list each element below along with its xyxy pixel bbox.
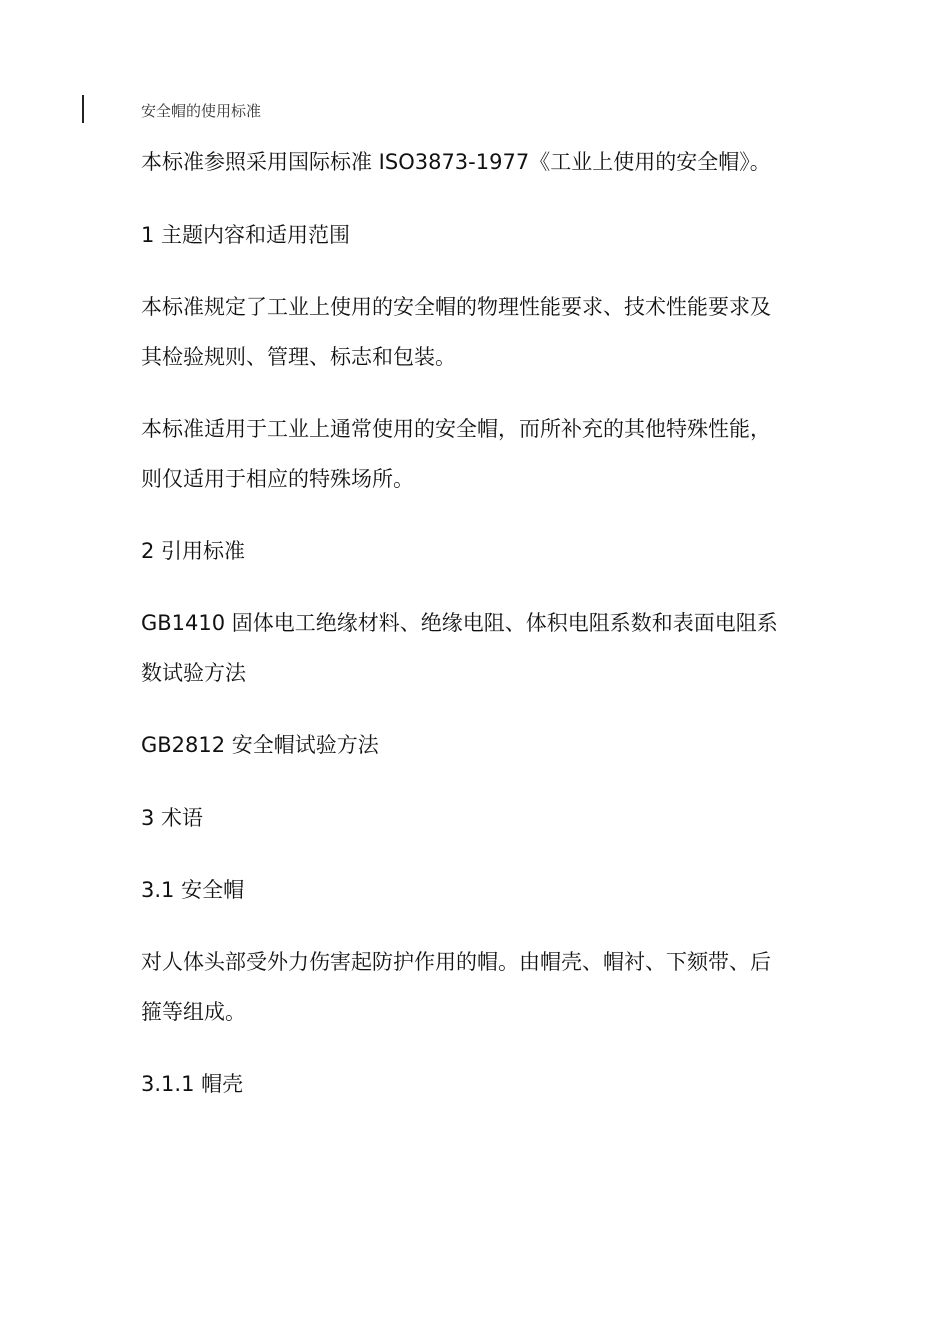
section-1-heading: 1 主题内容和适用范围 xyxy=(141,223,351,247)
section-3-1-heading: 3.1 安全帽 xyxy=(141,878,245,902)
running-header: 安全帽的使用标准 xyxy=(141,102,262,120)
paragraph-line: 其检验规则、管理、标志和包装。 xyxy=(141,345,456,369)
paragraph-line: 本标准规定了工业上使用的安全帽的物理性能要求、技术性能要求及 xyxy=(141,295,771,319)
section-2-heading: 2 引用标准 xyxy=(141,539,246,563)
reference-1 xyxy=(141,598,831,698)
section-1-paragraph-2 xyxy=(141,404,831,504)
paragraph-line: 则仅适用于相应的特殊场所。 xyxy=(141,467,414,491)
intro-paragraph: 本标准参照采用国际标准 ISO3873-1977《工业上使用的安全帽》。 xyxy=(141,150,771,174)
section-3-heading: 3 术语 xyxy=(141,806,204,830)
paragraph-line: 箍等组成。 xyxy=(141,1000,246,1024)
paragraph-line: GB1410 固体电工绝缘材料、绝缘电阻、体积电阻系数和表面电阻系 xyxy=(141,611,778,635)
section-3-1-paragraph xyxy=(141,937,831,1037)
reference-2: GB2812 安全帽试验方法 xyxy=(141,733,379,757)
section-1-paragraph-1 xyxy=(141,282,831,382)
margin-bar xyxy=(82,95,84,123)
paragraph-line: 本标准适用于工业上通常使用的安全帽，而所补充的其他特殊性能， xyxy=(141,417,771,441)
paragraph-line: 数试验方法 xyxy=(141,661,246,685)
section-3-1-1-heading: 3.1.1 帽壳 xyxy=(141,1072,244,1096)
paragraph-line: 对人体头部受外力伤害起防护作用的帽。由帽壳、帽衬、下颏带、后 xyxy=(141,950,771,974)
